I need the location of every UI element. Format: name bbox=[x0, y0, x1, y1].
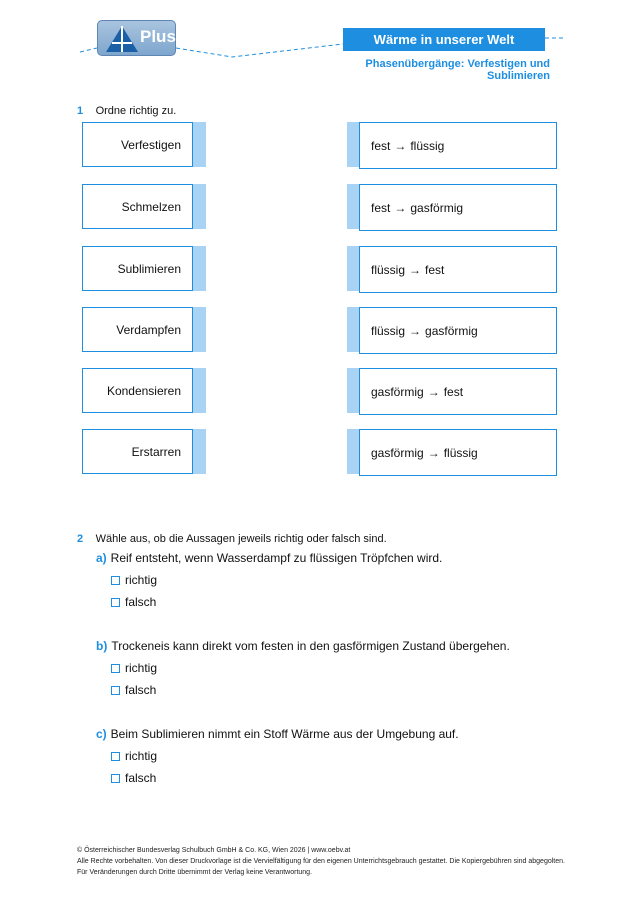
right-transition-box[interactable] bbox=[359, 246, 557, 293]
checkbox-icon[interactable] bbox=[111, 576, 120, 585]
transition-to: fest bbox=[443, 384, 464, 399]
question-statement bbox=[96, 551, 442, 565]
arrow-right-icon: → bbox=[409, 323, 422, 338]
task1-number: 1 bbox=[77, 105, 84, 117]
left-term-box[interactable]: Verdampfen bbox=[82, 307, 193, 352]
left-term-box[interactable]: Sublimieren bbox=[82, 246, 193, 291]
checkbox-icon[interactable] bbox=[111, 686, 120, 695]
page-subtitle: Phasenübergänge: Verfestigen und Sublimieren bbox=[365, 58, 550, 82]
task1-instruction: Ordne richtig zu. bbox=[95, 105, 177, 117]
task2-instruction: Wähle aus, ob die Aussagen jeweils richtig oder falsch sind. bbox=[95, 533, 387, 545]
arrow-right-icon: → bbox=[409, 262, 422, 277]
option-label: falsch bbox=[125, 683, 157, 697]
left-term-box[interactable]: Verfestigen bbox=[82, 122, 193, 167]
task1-heading bbox=[77, 101, 176, 119]
transition-from: fest bbox=[371, 138, 391, 153]
option-label: richtig bbox=[125, 749, 158, 763]
answer-option[interactable] bbox=[111, 749, 157, 763]
left-connector-tab bbox=[193, 122, 206, 167]
right-transition-box[interactable] bbox=[359, 122, 557, 169]
publisher-logo bbox=[97, 20, 176, 56]
footer-disclaimer: Für Veränderungen durch Dritte übernimmt der Verlag keine Verantwortung. bbox=[77, 869, 313, 876]
arrow-right-icon: → bbox=[394, 138, 407, 153]
arrow-right-icon: → bbox=[394, 200, 407, 215]
task2-heading bbox=[77, 529, 387, 547]
question-label: b) bbox=[96, 639, 108, 653]
option-label: falsch bbox=[125, 771, 157, 785]
option-label: richtig bbox=[125, 661, 158, 675]
checkbox-icon[interactable] bbox=[111, 664, 120, 673]
transition-from: flüssig bbox=[371, 323, 406, 338]
left-connector-tab bbox=[193, 307, 206, 352]
chapter-banner: Wärme in unserer Welt bbox=[343, 28, 545, 51]
option-label: richtig bbox=[125, 573, 158, 587]
checkbox-icon[interactable] bbox=[111, 774, 120, 783]
answer-option[interactable] bbox=[111, 595, 156, 609]
checkbox-icon[interactable] bbox=[111, 752, 120, 761]
transition-from: gasförmig bbox=[371, 384, 424, 399]
footer bbox=[77, 845, 565, 878]
question-text: Beim Sublimieren nimmt ein Stoff Wärme aus der Umgebung auf. bbox=[110, 727, 459, 741]
transition-from: fest bbox=[371, 200, 391, 215]
transition-to: gasförmig bbox=[410, 200, 464, 215]
arrow-right-icon: → bbox=[427, 384, 440, 399]
question-text: Trockeneis kann direkt vom festen in den gasförmigen Zustand übergehen. bbox=[111, 639, 510, 653]
left-term-box[interactable]: Kondensieren bbox=[82, 368, 193, 413]
answer-option[interactable] bbox=[111, 661, 157, 675]
answer-option[interactable] bbox=[111, 573, 157, 587]
left-term-box[interactable]: Schmelzen bbox=[82, 184, 193, 229]
left-connector-tab bbox=[193, 246, 206, 291]
left-term-box[interactable]: Erstarren bbox=[82, 429, 193, 474]
transition-from: gasförmig bbox=[371, 445, 424, 460]
left-connector-tab bbox=[193, 429, 206, 474]
transition-to: fest bbox=[425, 262, 445, 277]
checkbox-icon[interactable] bbox=[111, 598, 120, 607]
question-label: a) bbox=[96, 551, 107, 565]
logo-text: Plus bbox=[140, 27, 176, 46]
left-connector-tab bbox=[193, 184, 206, 229]
transition-from: flüssig bbox=[371, 262, 406, 277]
footer-rights: Alle Rechte vorbehalten. Von dieser Druckvorlage ist die Vervielfältigung für den eigenen Unterrichtsgebrauch gestattet. Die Kopiergebühren sind abgegolten. bbox=[77, 858, 565, 865]
answer-option[interactable] bbox=[111, 771, 156, 785]
pyramid-icon bbox=[104, 24, 140, 54]
transition-to: flüssig bbox=[410, 138, 445, 153]
right-transition-box[interactable] bbox=[359, 429, 557, 476]
option-label: falsch bbox=[125, 595, 157, 609]
right-transition-box[interactable] bbox=[359, 307, 557, 354]
right-transition-box[interactable] bbox=[359, 184, 557, 231]
task2-number: 2 bbox=[77, 533, 84, 545]
transition-to: gasförmig bbox=[425, 323, 478, 338]
footer-copyright: © Österreichischer Bundesverlag Schulbuch GmbH & Co. KG, Wien 2026 | www.oebv.at bbox=[77, 847, 351, 854]
question-label: c) bbox=[96, 727, 107, 741]
question-statement bbox=[96, 639, 510, 653]
left-connector-tab bbox=[193, 368, 206, 413]
question-text: Reif entsteht, wenn Wasserdampf zu flüssigen Tröpfchen wird. bbox=[110, 551, 443, 565]
transition-to: flüssig bbox=[443, 445, 478, 460]
arrow-right-icon: → bbox=[427, 445, 440, 460]
question-statement bbox=[96, 727, 459, 741]
answer-option[interactable] bbox=[111, 683, 156, 697]
right-transition-box[interactable] bbox=[359, 368, 557, 415]
